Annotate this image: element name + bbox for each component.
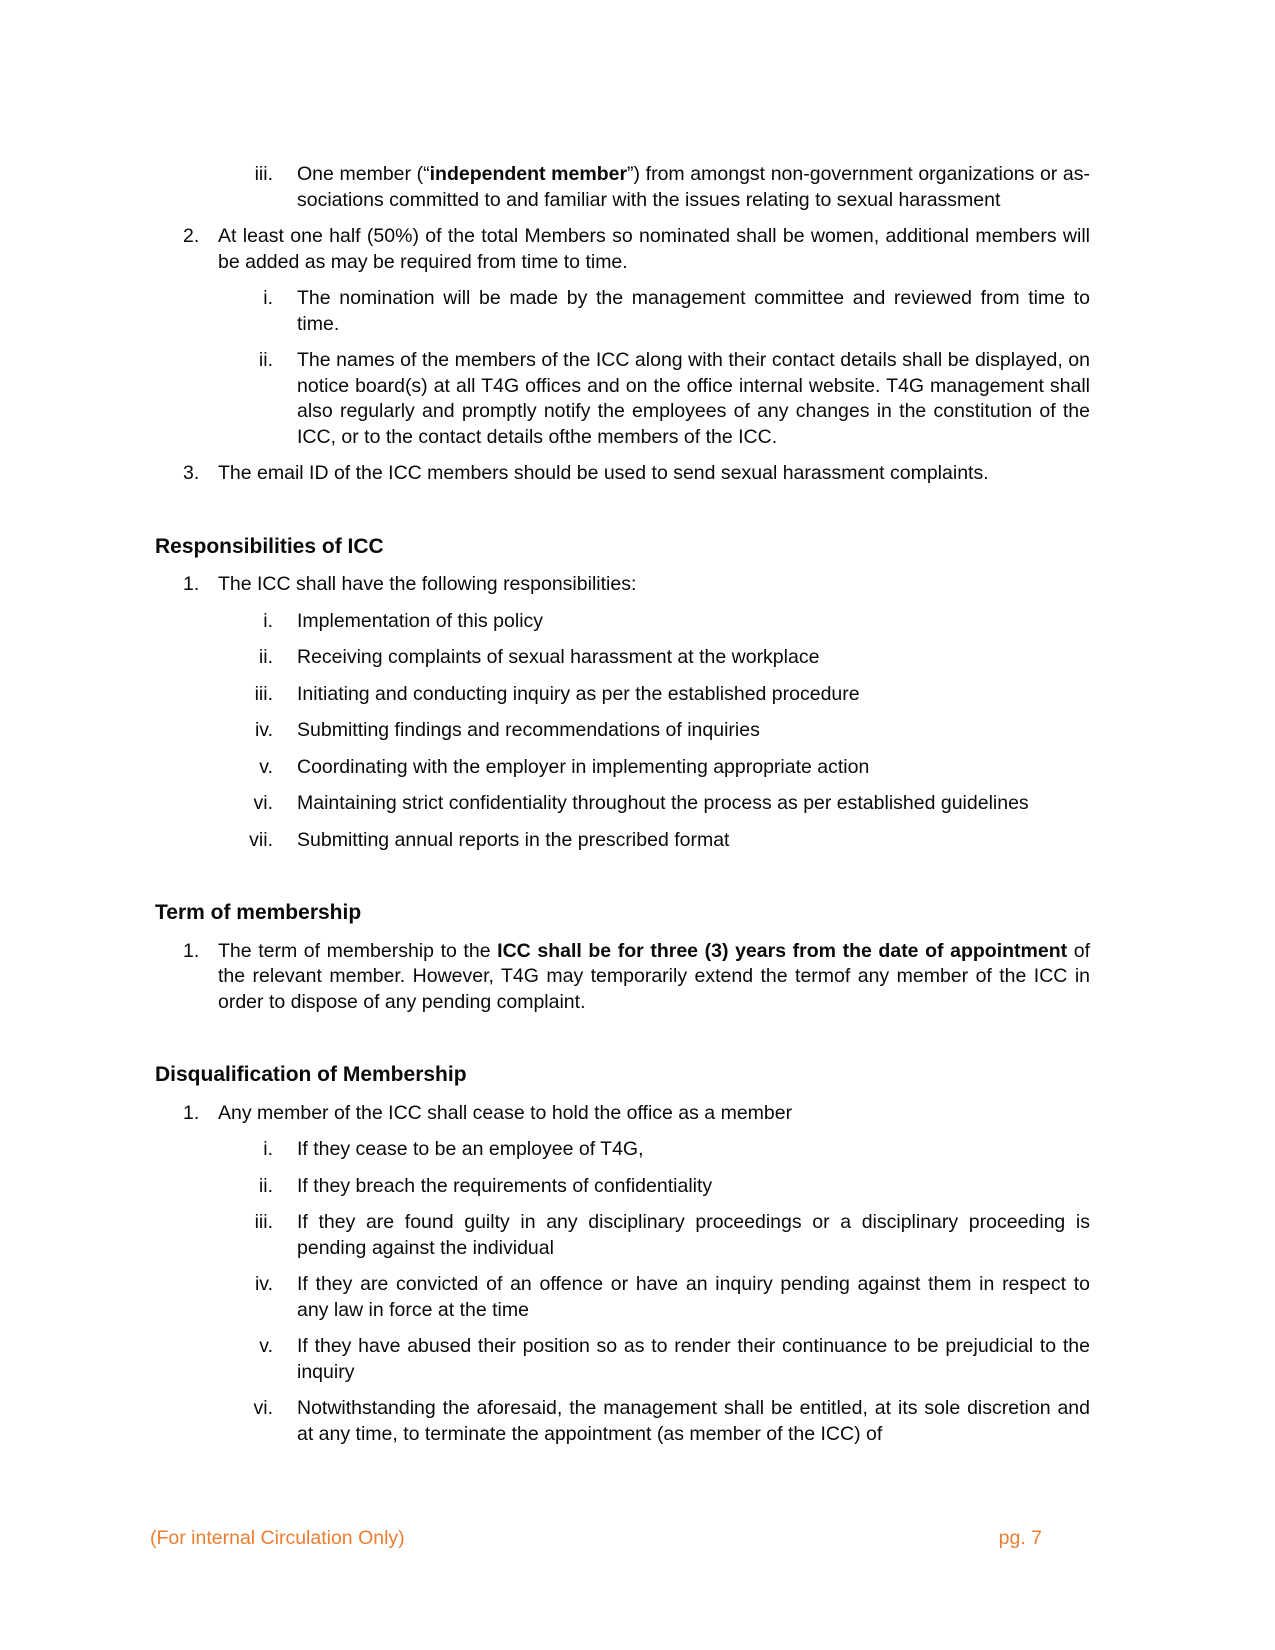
section-heading: Term of membership [155, 901, 362, 924]
list-text: The email ID of the ICC members should be used to send sexual harassment complaints. [218, 462, 989, 484]
list-item [155, 645, 1090, 671]
list-item [155, 791, 1090, 817]
list-marker: iii. [254, 163, 273, 185]
list-marker: iv. [254, 719, 273, 741]
list-marker: ii. [258, 1174, 273, 1197]
list-text: If they are convicted of an offence or have an inquiry pending against them in respect to any law in force at the time [297, 1273, 1090, 1321]
list-marker: vi. [253, 792, 273, 814]
list-text: If they are found guilty in any disciplinary proceedings or a disciplinary proceeding is pending against the individual [297, 1211, 1090, 1259]
list-marker: i. [263, 1138, 273, 1160]
list-marker: 1. [183, 939, 200, 962]
list-item [155, 939, 1090, 1016]
list-marker: v. [259, 1335, 273, 1357]
list-text: If they have abused their position so as to render their continuance to be prejudicial to the inquiry [297, 1335, 1090, 1383]
list-item [155, 224, 1090, 275]
list-text: If they cease to be an employee of T4G, [297, 1138, 644, 1160]
list-marker: ii. [258, 349, 273, 371]
list-text: Any member of the ICC shall cease to hold the office as a member [218, 1101, 793, 1124]
list-text: The nomination will be made by the management committee and reviewed from time to time. [297, 287, 1090, 335]
list-item [155, 1137, 1090, 1163]
list-marker: vii. [249, 828, 273, 851]
list-text: The ICC shall have the following responsibilities: [218, 573, 637, 595]
list-text [218, 939, 1090, 1016]
list-marker: 2. [183, 225, 200, 247]
section-icc-constitution [155, 162, 1090, 487]
list-text: The names of the members of the ICC along with their contact details shall be displayed, on notice board(s) at all T4G offices and on the office internal website. T4G management shall also regularly and promptly notify the employees of any changes in the constitution of the ICC, or to the contact details ofthe members of the ICC. [297, 349, 1090, 448]
list-text: Coordinating with the employer in implementing appropriate action [297, 755, 870, 778]
section-heading: Responsibilities of ICC [155, 534, 384, 558]
text-run-bold: ICC shall be for three (3) years from the date of appointment [497, 939, 1068, 962]
list-item [155, 718, 1090, 744]
list-item [155, 755, 1090, 781]
list-marker: 1. [183, 1101, 200, 1124]
list-item [155, 286, 1090, 337]
list-text: Implementation of this policy [297, 609, 544, 632]
list-item [155, 1101, 1090, 1127]
list-text [297, 162, 1090, 213]
list-item [155, 1272, 1090, 1323]
list-item [155, 348, 1090, 450]
list-text: If they breach the requirements of confidentiality [297, 1174, 713, 1197]
list-text: Submitting annual reports in the prescribed format [297, 828, 730, 851]
list-item [155, 572, 1090, 598]
list-marker: vi. [253, 1397, 273, 1419]
list-text: Maintaining strict confidentiality throughout the process as per established guidelines [297, 792, 1029, 814]
list-text: Receiving complaints of sexual harassment at the workplace [297, 646, 820, 668]
list-item [155, 1396, 1090, 1447]
list-marker: iv. [254, 1273, 273, 1295]
page-number: pg. 7 [998, 1527, 1042, 1549]
list-text: Notwithstanding the aforesaid, the management shall be entitled, at its sole discretion and at any time, to terminate the appointment (as member of the ICC) of [297, 1397, 1090, 1445]
list-marker: i. [263, 609, 273, 632]
page-footer [150, 1526, 1090, 1552]
text-run: of the relevant member. However, T4G may temporarily extend the termof any member of the ICC in order to dispose of any pending complaint. [218, 939, 1091, 1013]
list-marker: iii. [254, 1211, 273, 1233]
list-text: Initiating and conducting inquiry as per the established procedure [297, 682, 860, 705]
list-item [155, 609, 1090, 635]
list-marker: ii. [258, 646, 273, 668]
list-marker: i. [263, 287, 273, 309]
list-text: At least one half (50%) of the total Members so nominated shall be women, additional members will be added as may be required from time to time. [218, 225, 1090, 273]
list-item [155, 1334, 1090, 1385]
list-marker: v. [259, 755, 273, 778]
text-run-bold: independent member [429, 163, 628, 185]
text-run: ”) from amongst non-government organizations or as-sociations committed to and familiar with the issues relating to sexual harassment [297, 163, 1091, 211]
text-run: One member (“ [297, 163, 430, 185]
list-item [155, 162, 1090, 213]
list-item [155, 682, 1090, 708]
list-item [155, 1210, 1090, 1261]
text-run: The term of membership to the [218, 939, 498, 962]
list-item [155, 1174, 1090, 1200]
section-heading: Disqualification of Membership [155, 1063, 467, 1086]
section-term-of-membership [155, 900, 1090, 1015]
list-item [155, 828, 1090, 854]
section-disqualification [155, 1062, 1090, 1447]
list-marker: 1. [183, 573, 200, 595]
section-responsibilities [155, 534, 1090, 854]
list-item [155, 461, 1090, 487]
list-text: Submitting findings and recommendations of inquiries [297, 719, 760, 741]
list-marker: 3. [183, 462, 200, 484]
list-marker: iii. [254, 682, 273, 705]
footer-note: (For internal Circulation Only) [150, 1527, 405, 1549]
